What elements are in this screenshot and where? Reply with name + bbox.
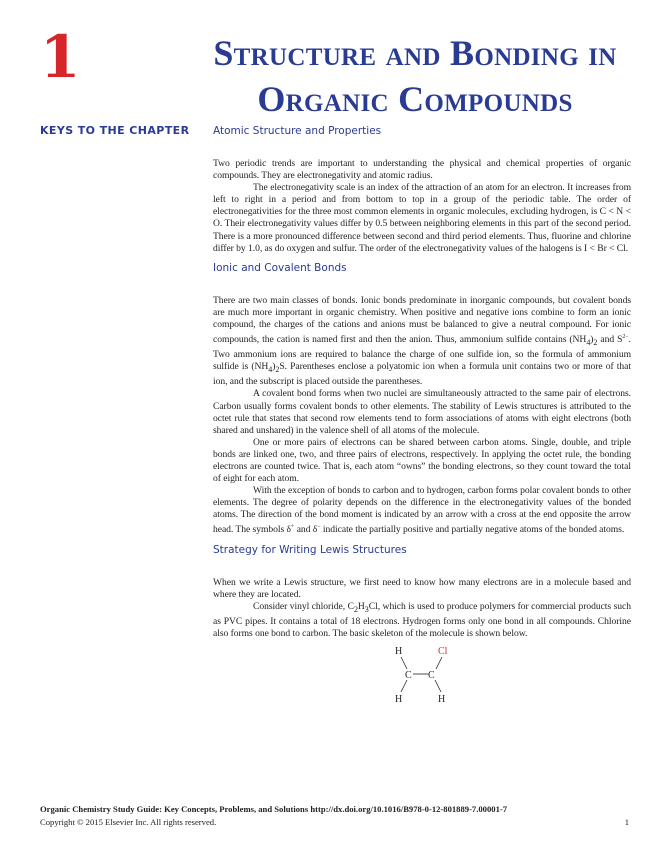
chapter-content (213, 124, 631, 710)
bond-c-h-bottom-right (435, 680, 441, 692)
atom-h-bottom-right: H (438, 694, 446, 706)
chapter-title (200, 30, 630, 122)
page-number: 1 (624, 817, 629, 827)
bond-c-h-top-left (401, 657, 407, 669)
chapter-number: 1 (40, 23, 81, 91)
atom-h-top-left: H (395, 646, 403, 658)
vinyl-chloride-skeleton (213, 640, 631, 710)
footer-copyright: Copyright © 2015 Elsevier Inc. All rights reserved. (40, 817, 217, 827)
paragraph: The electronegativity scale is an index of the attraction of an atom for an electron. It increases from left to right in a period and from bottom to top in a group of the periodic table. The order of electronegativities for the three most common elements in organic molecules, excluding hydrogen, is C < N < O. Their electronegativity values differ by 0.5 between neighboring elements in this part of the second period. There is a more pronounced difference between second and third period elements. Thus, fluorine and chlorine differ by 1.0, as do oxygen and sulfur. The order of the electronegativity values of the halogens is I < Br < Cl. (213, 182, 631, 254)
paragraph: When we write a Lewis structure, we first need to know how many electrons are in a molecule based and where they are located. (213, 576, 631, 600)
bond-c-h-bottom-left (401, 680, 407, 692)
section-heading-atomic: Atomic Structure and Properties (213, 125, 382, 137)
keys-to-chapter-label: KEYS TO THE CHAPTER (40, 124, 190, 137)
atom-c-right: C (428, 670, 435, 682)
molecule-diagram (213, 640, 631, 710)
paragraph: Consider vinyl chloride, $C_2H_3Cl$, which is used to produce polymers for commercial products such as PVC pipes. It contains a total of 18 electrons. Hydrogen forms only one bond in all compounds. Chlorine also forms one bond to carbon. The basic skeleton of the molecule is shown below. (213, 600, 631, 639)
atom-c-left: C (405, 670, 412, 682)
footer-reference: Organic Chemistry Study Guide: Key Concepts, Problems, and Solutions http://dx.doi.org/10.1016/B978-0-12-801889-7.00001-7 (40, 804, 508, 814)
bond-c-cl (436, 657, 442, 669)
chapter-title-line-2: Organic Compounds (257, 79, 573, 119)
chapter-title-line-1: Structure and Bonding in (213, 33, 617, 73)
section-heading-lewis: Strategy for Writing Lewis Structures (213, 543, 407, 556)
paragraph: There are two main classes of bonds. Ionic bonds predominate in inorganic compounds, but covalent bonds are much more important in organic chemistry. When positive and negative ions combine to form an ionic compound, the charges of the cations and anions must be balanced to give a neutral compound. For ionic compounds, the cation is named first and then the anion. Thus, ammonium sulfide contains $(NH_4)_2$ and $S^{2-}$. Two ammonium ions are required to balance the charge of one sulfide ion, so the formula of ammonium sulfide is $(NH_4)_2S$. Parentheses enclose a polyatomic ion when a formula unit contains two or more of that ion, and the subscript is placed outside the parentheses. (213, 294, 632, 388)
paragraph: A covalent bond forms when two nuclei are simultaneously attracted to the same pair of electrons. Carbon usually forms covalent bonds to other elements. The stability of Lewis structures is attributed to the octet rule that states that second row elements tend to form associations of atoms with eight electrons (both shared and unshared) in the valence shell of all atoms of the molecule. (213, 388, 631, 436)
atom-cl-top-right: Cl (438, 646, 448, 658)
paragraph: With the exception of bonds to carbon and to hydrogen, carbon forms polar covalent bonds to other elements. The degree of polarity depends on the difference in the electronegativity values of the bonded atoms. The direction of the bond moment is indicated by an arrow with a cross at the end opposite the arrow head. The symbols δ+ and δ− indicate the partially positive and partially negative atoms of the bonded atoms. (213, 485, 631, 536)
section-heading-ionic: Ionic and Covalent Bonds (213, 261, 347, 274)
paragraph: One or more pairs of electrons can be shared between carbon atoms. Single, double, and triple bonds are linked one, two, and three pairs of electrons, respectively. In applying the octet rule, the bonding electrons are counted twice. That is, each atom “owns” the bonding electrons, so they count toward the total of eight for each atom. (213, 436, 631, 485)
atom-h-bottom-left: H (395, 694, 403, 706)
paragraph: Two periodic trends are important to understanding the physical and chemical properties of organic compounds. They are electronegativity and atomic radius. (213, 158, 631, 182)
